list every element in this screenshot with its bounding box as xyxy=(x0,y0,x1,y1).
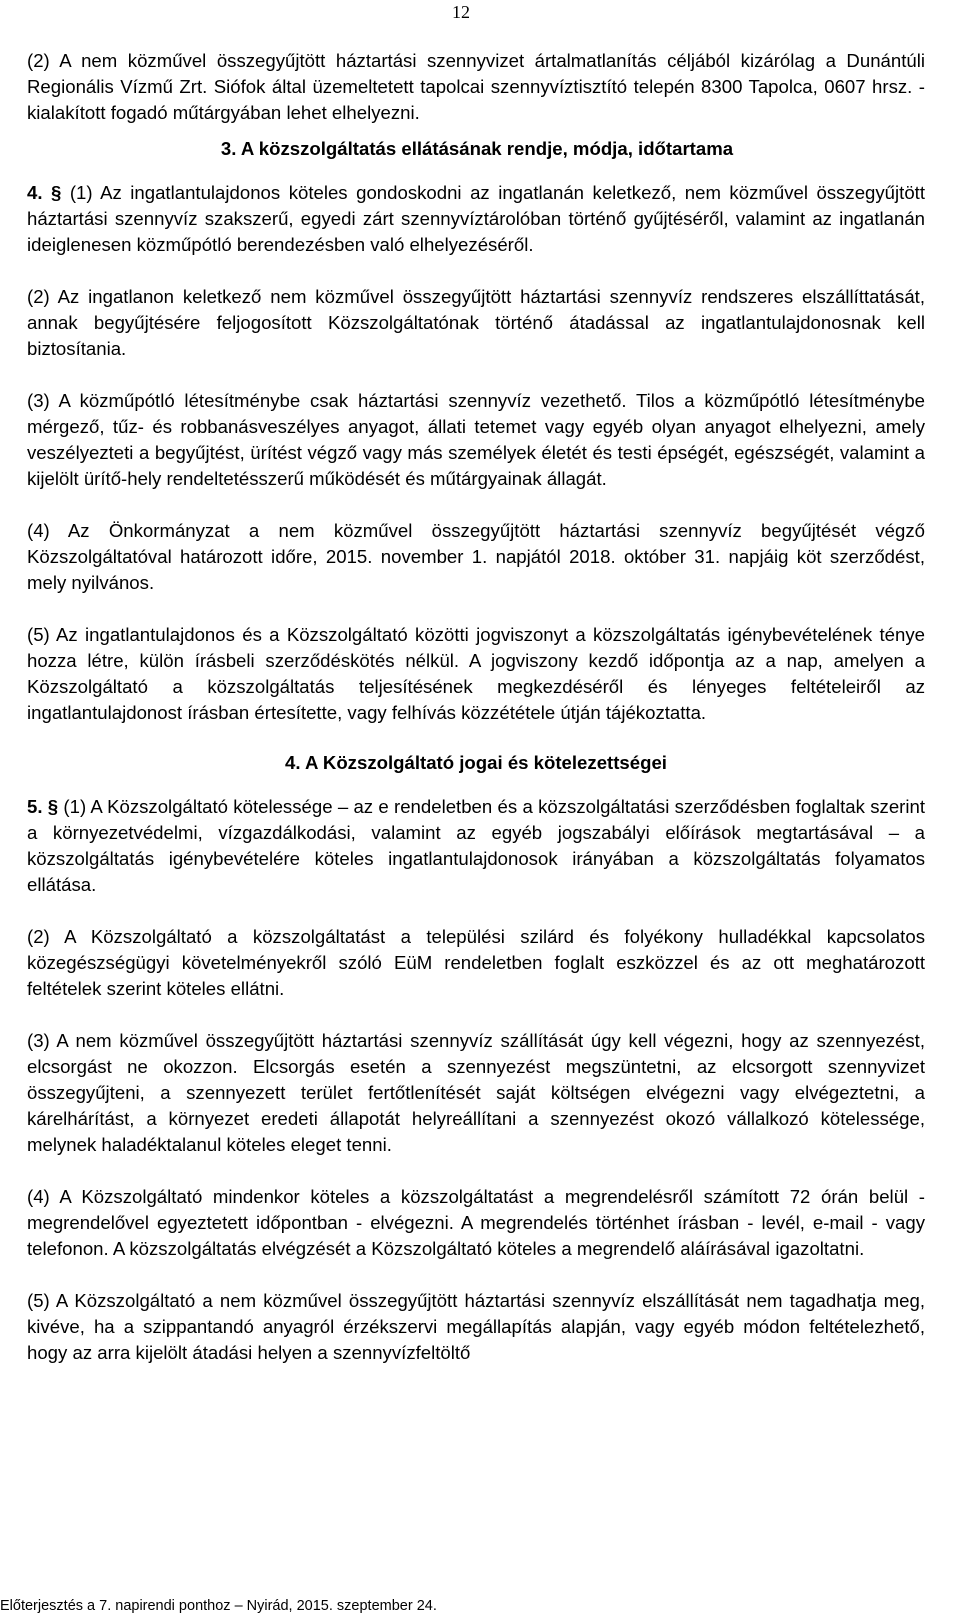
paragraph-4-3: (3) A közműpótló létesítménybe csak háztartási szennyvíz vezethető. Tilos a közműpótló létesítménybe mérgező, tűz- és robbanásveszélyes anyagot, állati tetemet vagy egyéb olyan anyagot elhelyezni, amely veszélyezteti a begyűjtést, ürítést végző vagy más személyek életét és testi épségét, egészségét, valamint a kijelölt ürítő-hely rendeltetésszerű működését és műtárgyainak állagát. xyxy=(27,390,925,489)
section-number-5: 5. § xyxy=(27,796,59,817)
paragraph-disposal-site: (2) A nem közművel összegyűjtött háztartási szennyvizet ártalmatlanítás céljából kizárólag a Dunántúli Regionális Vízmű Zrt. Siófok által üzemeltetett tapolcai szennyvíztisztító telepén 8300 Tapolca, 0607 hrsz. - kialakított fogadó műtárgyában lehet elhelyezni. xyxy=(27,50,925,123)
section-heading-3: 3. A közszolgáltatás ellátásának rendje, módja, időtartama xyxy=(220,138,734,159)
paragraph-4-2: (2) Az ingatlanon keletkező nem közművel összegyűjtött háztartási szennyvíz rendszeres elszállíttatását, annak begyűjtésére feljogosított Közszolgáltatónak történő átadással az ingatlantulajdonosnak kell biztosítania. xyxy=(27,286,925,359)
paragraph-5-3: (3) A nem közművel összegyűjtött háztartási szennyvíz szállítását úgy kell végezni, hogy az szennyezést, elcsorgást ne okozzon. Elcsorgás esetén a szennyezést megszüntetni, az elcsorgott szennyvizet összegyűjteni, a szennyezett terület fertőtlenítését saját költségen elvégezni vagy elvégeztetni, a kárelhárítást, a környezet eredeti állapotát helyreállítani a szennyezést okozó vállalkozó kötelessége, melynek haladéktalanul köteles eleget tenni. xyxy=(27,1030,925,1155)
paragraph-4-1 xyxy=(27,180,925,258)
section-number-4: 4. § xyxy=(27,182,62,203)
section-heading-4: 4. A Közszolgáltató jogai és kötelezettségei xyxy=(285,752,667,773)
paragraph-5-1 xyxy=(27,794,925,898)
paragraph-5-4: (4) A Közszolgáltató mindenkor köteles a közszolgáltatást a megrendelésről számított 72 órán belül - megrendelővel egyeztetett időpontban - elvégezni. A megrendelés történhet írásban - levél, e-mail - vagy telefonon. A közszolgáltatás elvégzését a Közszolgáltató köteles a megrendelő aláírásával igazoltatni. xyxy=(27,1186,925,1259)
document-body xyxy=(27,48,925,1366)
paragraph-5-5: (5) A Közszolgáltató a nem közművel összegyűjtött háztartási szennyvíz elszállítását nem tagadhatja meg, kivéve, ha a szippantandó anyagról érzékszervi megállapítás alapján, vagy egyéb módon feltételezhető, hogy az arra kijelölt átadási helyen a szennyvízfeltöltő xyxy=(27,1290,925,1363)
paragraph-4-5: (5) Az ingatlantulajdonos és a Közszolgáltató közötti jogviszonyt a közszolgáltatás igénybevételének ténye hozza létre, külön írásbeli szerződéskötés nélkül. A jogviszony kezdő időpontja az a nap, amelyen a Közszolgáltató a közszolgáltatás teljesítésének megkezdéséről és lényeges feltételeiről az ingatlantulajdonost írásban értesítette, vagy felhívás közzététele útján tájékoztatta. xyxy=(27,624,925,723)
paragraph-4-1-text: (1) Az ingatlantulajdonos köteles gondoskodni az ingatlanán keletkező, nem közművel összegyűjtött háztartási szennyvíz szakszerű, egyedi zárt szennyvíztárolóban történő gyűjtéséről, valamint az ingatlanán ideiglenesen közműpótló berendezésben való elhelyezéséről. xyxy=(27,182,925,255)
paragraph-4-4: (4) Az Önkormányzat a nem közművel összegyűjtött háztartási szennyvíz begyűjtését végző Közszolgáltatóval határozott időre, 2015. november 1. napjától 2018. október 31. napjáig köt szerződést, mely nyilvános. xyxy=(27,520,925,593)
page-footer: Előterjesztés a 7. napirendi ponthoz – Nyirád, 2015. szeptember 24. xyxy=(0,1598,437,1614)
page-number: 12 xyxy=(452,2,470,22)
paragraph-5-1-text: (1) A Közszolgáltató kötelessége – az e rendeletben és a közszolgáltatási szerződésben foglaltak szerint a környezetvédelmi, vízgazdálkodási, valamint az egyéb jogszabályi előírások megtartásával – a közszolgáltatás igénybevételére köteles ingatlantulajdonosok irányában a közszolgáltatás folyamatos ellátása. xyxy=(27,796,925,895)
paragraph-5-2: (2) A Közszolgáltató a közszolgáltatást a települési szilárd és folyékony hulladékkal kapcsolatos közegészségügyi követelményekről szóló EüM rendeletben foglalt eszközzel és az ott meghatározott feltételek szerint köteles ellátni. xyxy=(27,926,925,999)
